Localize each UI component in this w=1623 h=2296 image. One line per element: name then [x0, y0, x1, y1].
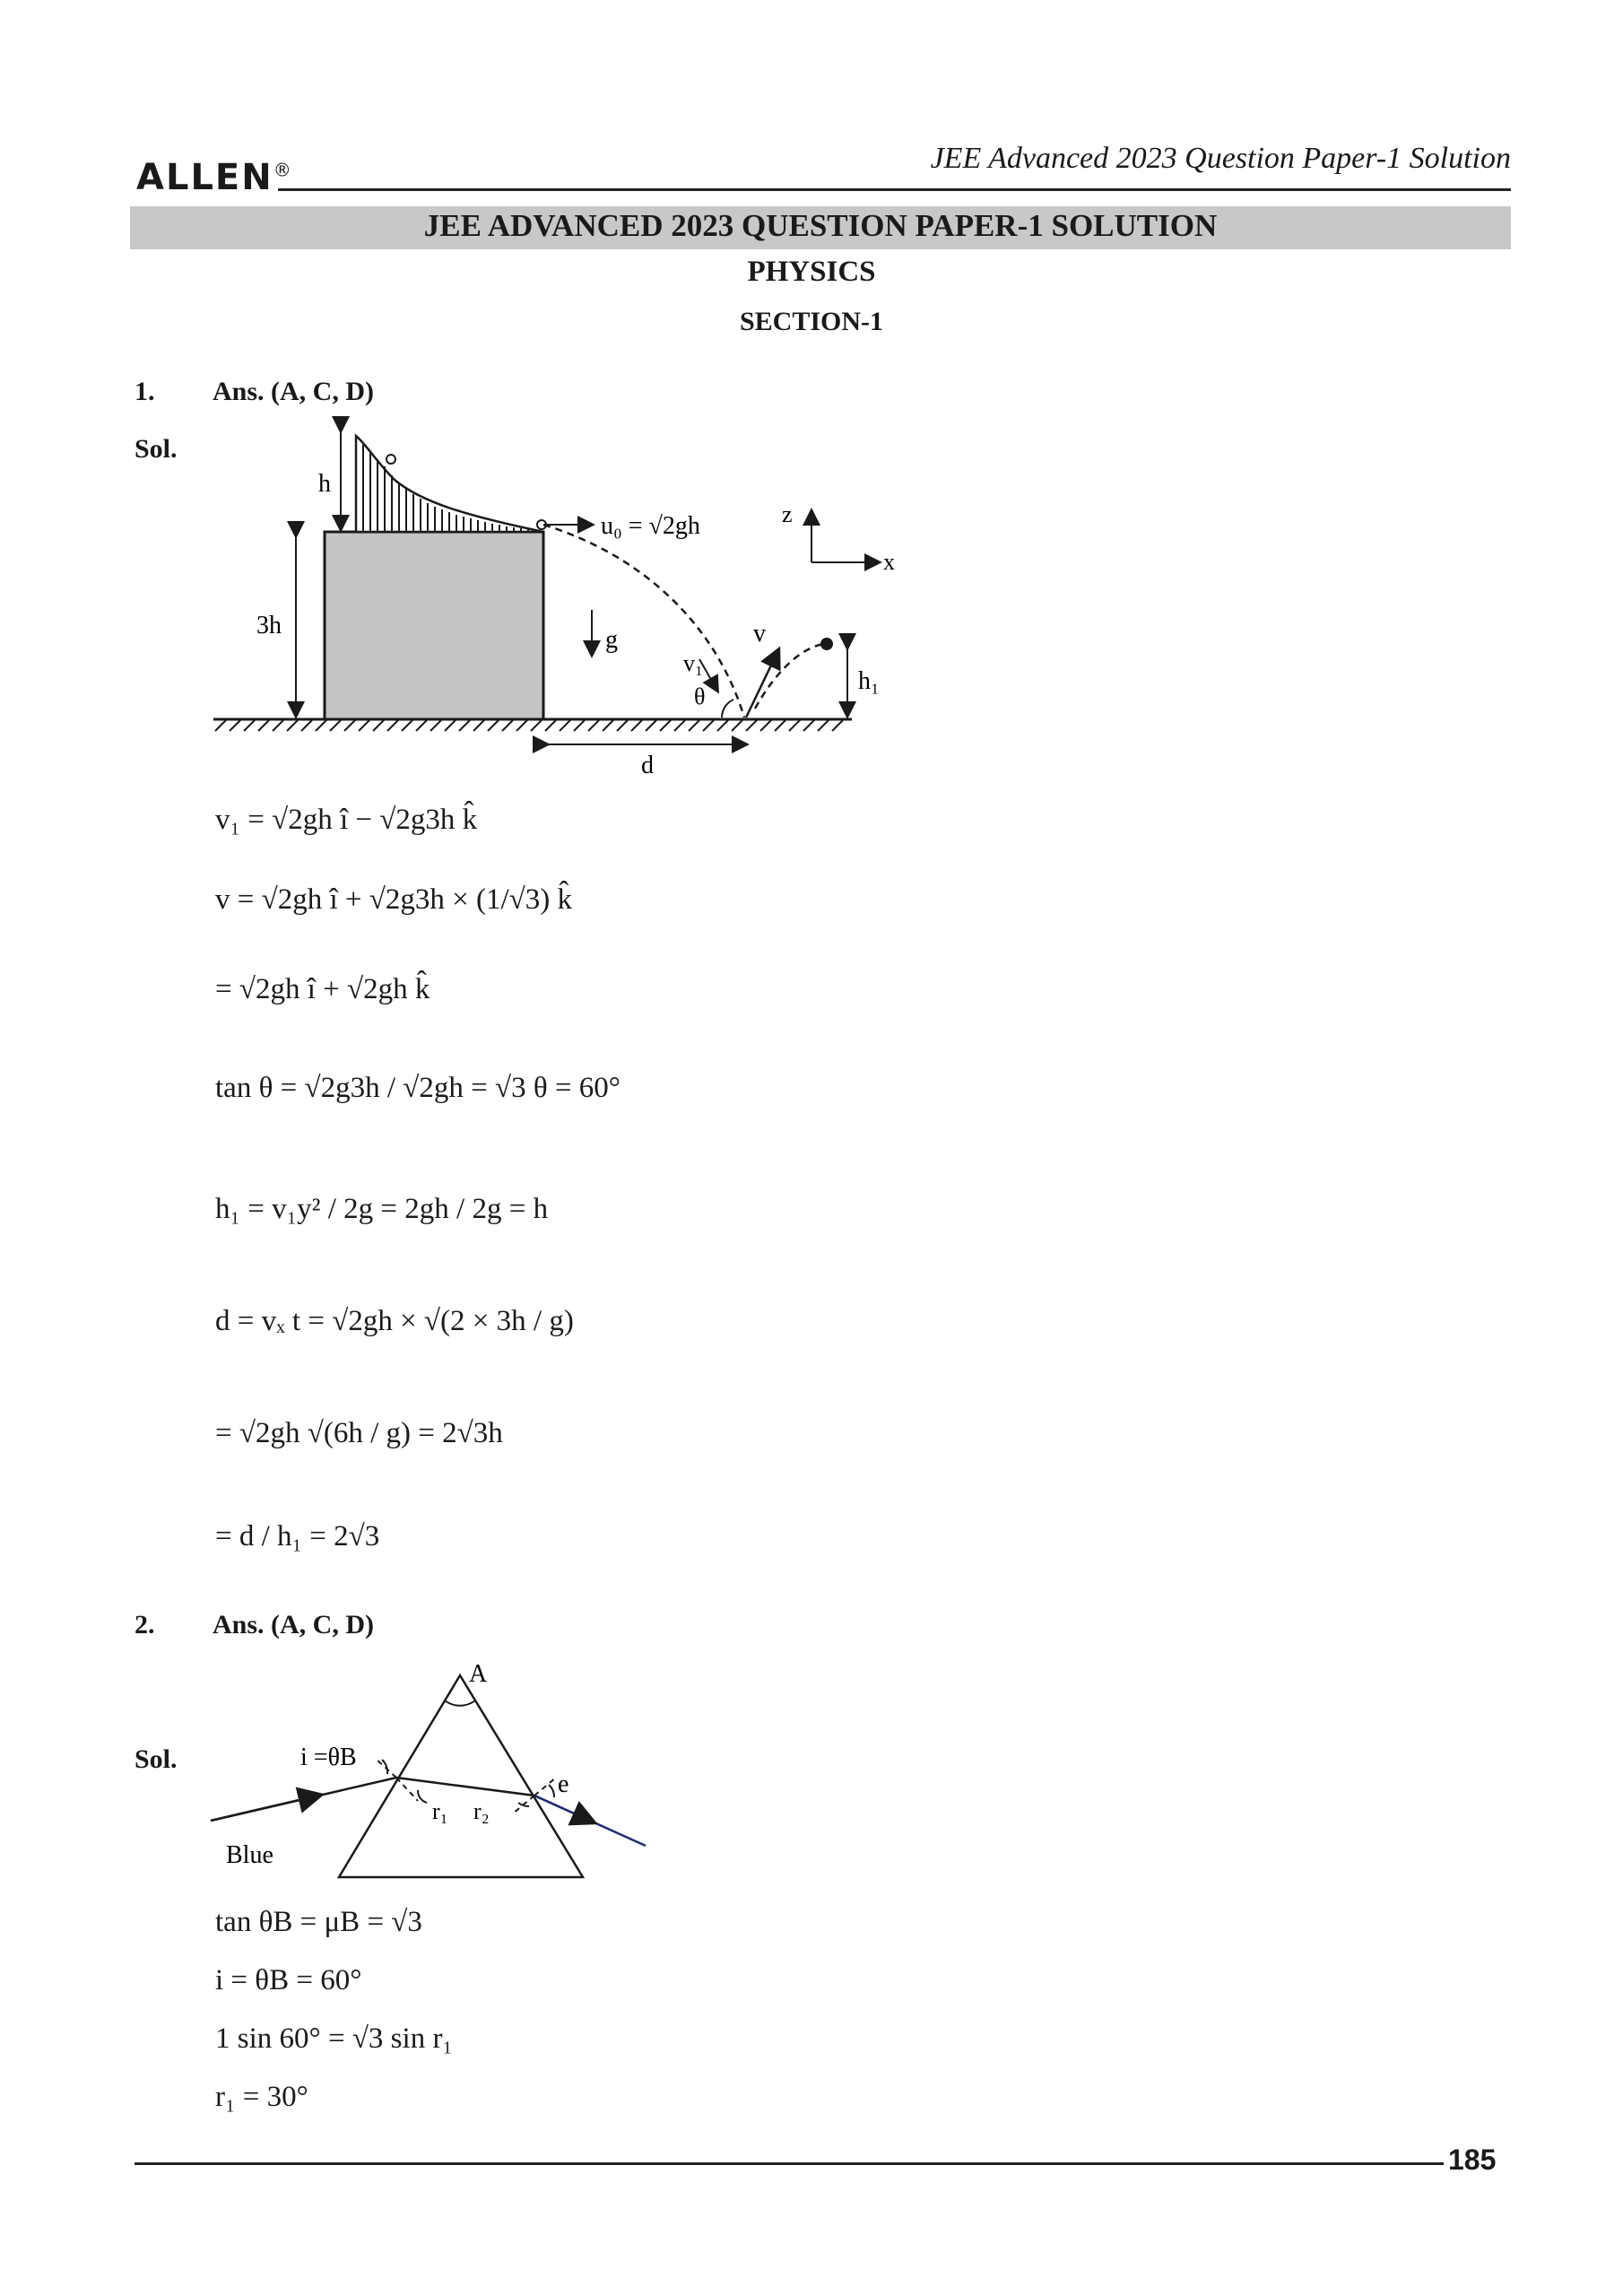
equation-2-3: 1 sin 60° = √3 sin r₁: [215, 2022, 453, 2055]
equation-1-2: v = √2gh î + √2g3h × (1/√3) k̂: [215, 883, 572, 916]
label-x: x: [883, 549, 895, 575]
running-title: JEE Advanced 2023 Question Paper-1 Solution: [930, 142, 1511, 175]
label-3h: 3h: [256, 612, 282, 639]
answer-2: Ans. (A, C, D): [213, 1610, 374, 1639]
equation-2-1: tan θB = μB = √3: [215, 1906, 422, 1938]
equation-1-1: v₁ = √2gh î − √2g3h k̂: [215, 804, 478, 836]
section-heading: SECTION-1: [739, 307, 884, 336]
label-theta: θ: [694, 683, 706, 709]
label-z: z: [782, 501, 793, 527]
label-v: v: [753, 620, 766, 648]
equation-2-4: r₁ = 30°: [215, 2081, 308, 2113]
equation-1-5: h₁ = v₁y² / 2g = 2gh / 2g = h: [215, 1193, 549, 1225]
page-number: 185: [1448, 2144, 1497, 2176]
subject-heading: PHYSICS: [747, 256, 876, 288]
label-r2: r₂: [473, 1798, 490, 1824]
label-r1: r₁: [432, 1798, 448, 1824]
footer-rule: [135, 2162, 1444, 2165]
allen-logo: ALLEN®: [136, 157, 293, 198]
label-incidence: i =θB: [300, 1744, 357, 1771]
question-number-2: 2.: [135, 1610, 155, 1639]
equation-1-8: = d / h₁ = 2√3: [215, 1520, 380, 1552]
label-e: e: [558, 1770, 569, 1798]
equation-1-6: d = vₓ t = √2gh × √(2 × 3h / g): [215, 1305, 574, 1337]
paper-title: JEE ADVANCED 2023 QUESTION PAPER-1 SOLUTION: [423, 208, 1218, 243]
label-blue: Blue: [226, 1841, 273, 1869]
label-h1: h₁: [858, 667, 880, 695]
equation-1-7: = √2gh √(6h / g) = 2√3h: [215, 1417, 503, 1449]
question-number-1: 1.: [135, 377, 155, 406]
solution-label-2: Sol.: [135, 1744, 178, 1774]
equation-1-4: tan θ = √2g3h / √2gh = √3 θ = 60°: [215, 1072, 621, 1104]
equation-2-2: i = θB = 60°: [215, 1964, 362, 1996]
label-h: h: [318, 470, 331, 498]
label-u0: u₀ = √2gh: [601, 512, 700, 540]
label-d: d: [641, 752, 654, 779]
solution-label-1: Sol.: [135, 434, 178, 464]
equation-1-3: = √2gh î + √2gh k̂: [215, 973, 430, 1005]
label-g: g: [605, 626, 618, 654]
answer-1: Ans. (A, C, D): [213, 377, 374, 406]
label-apex-a: A: [469, 1660, 488, 1688]
label-v1: v₁: [683, 650, 704, 676]
